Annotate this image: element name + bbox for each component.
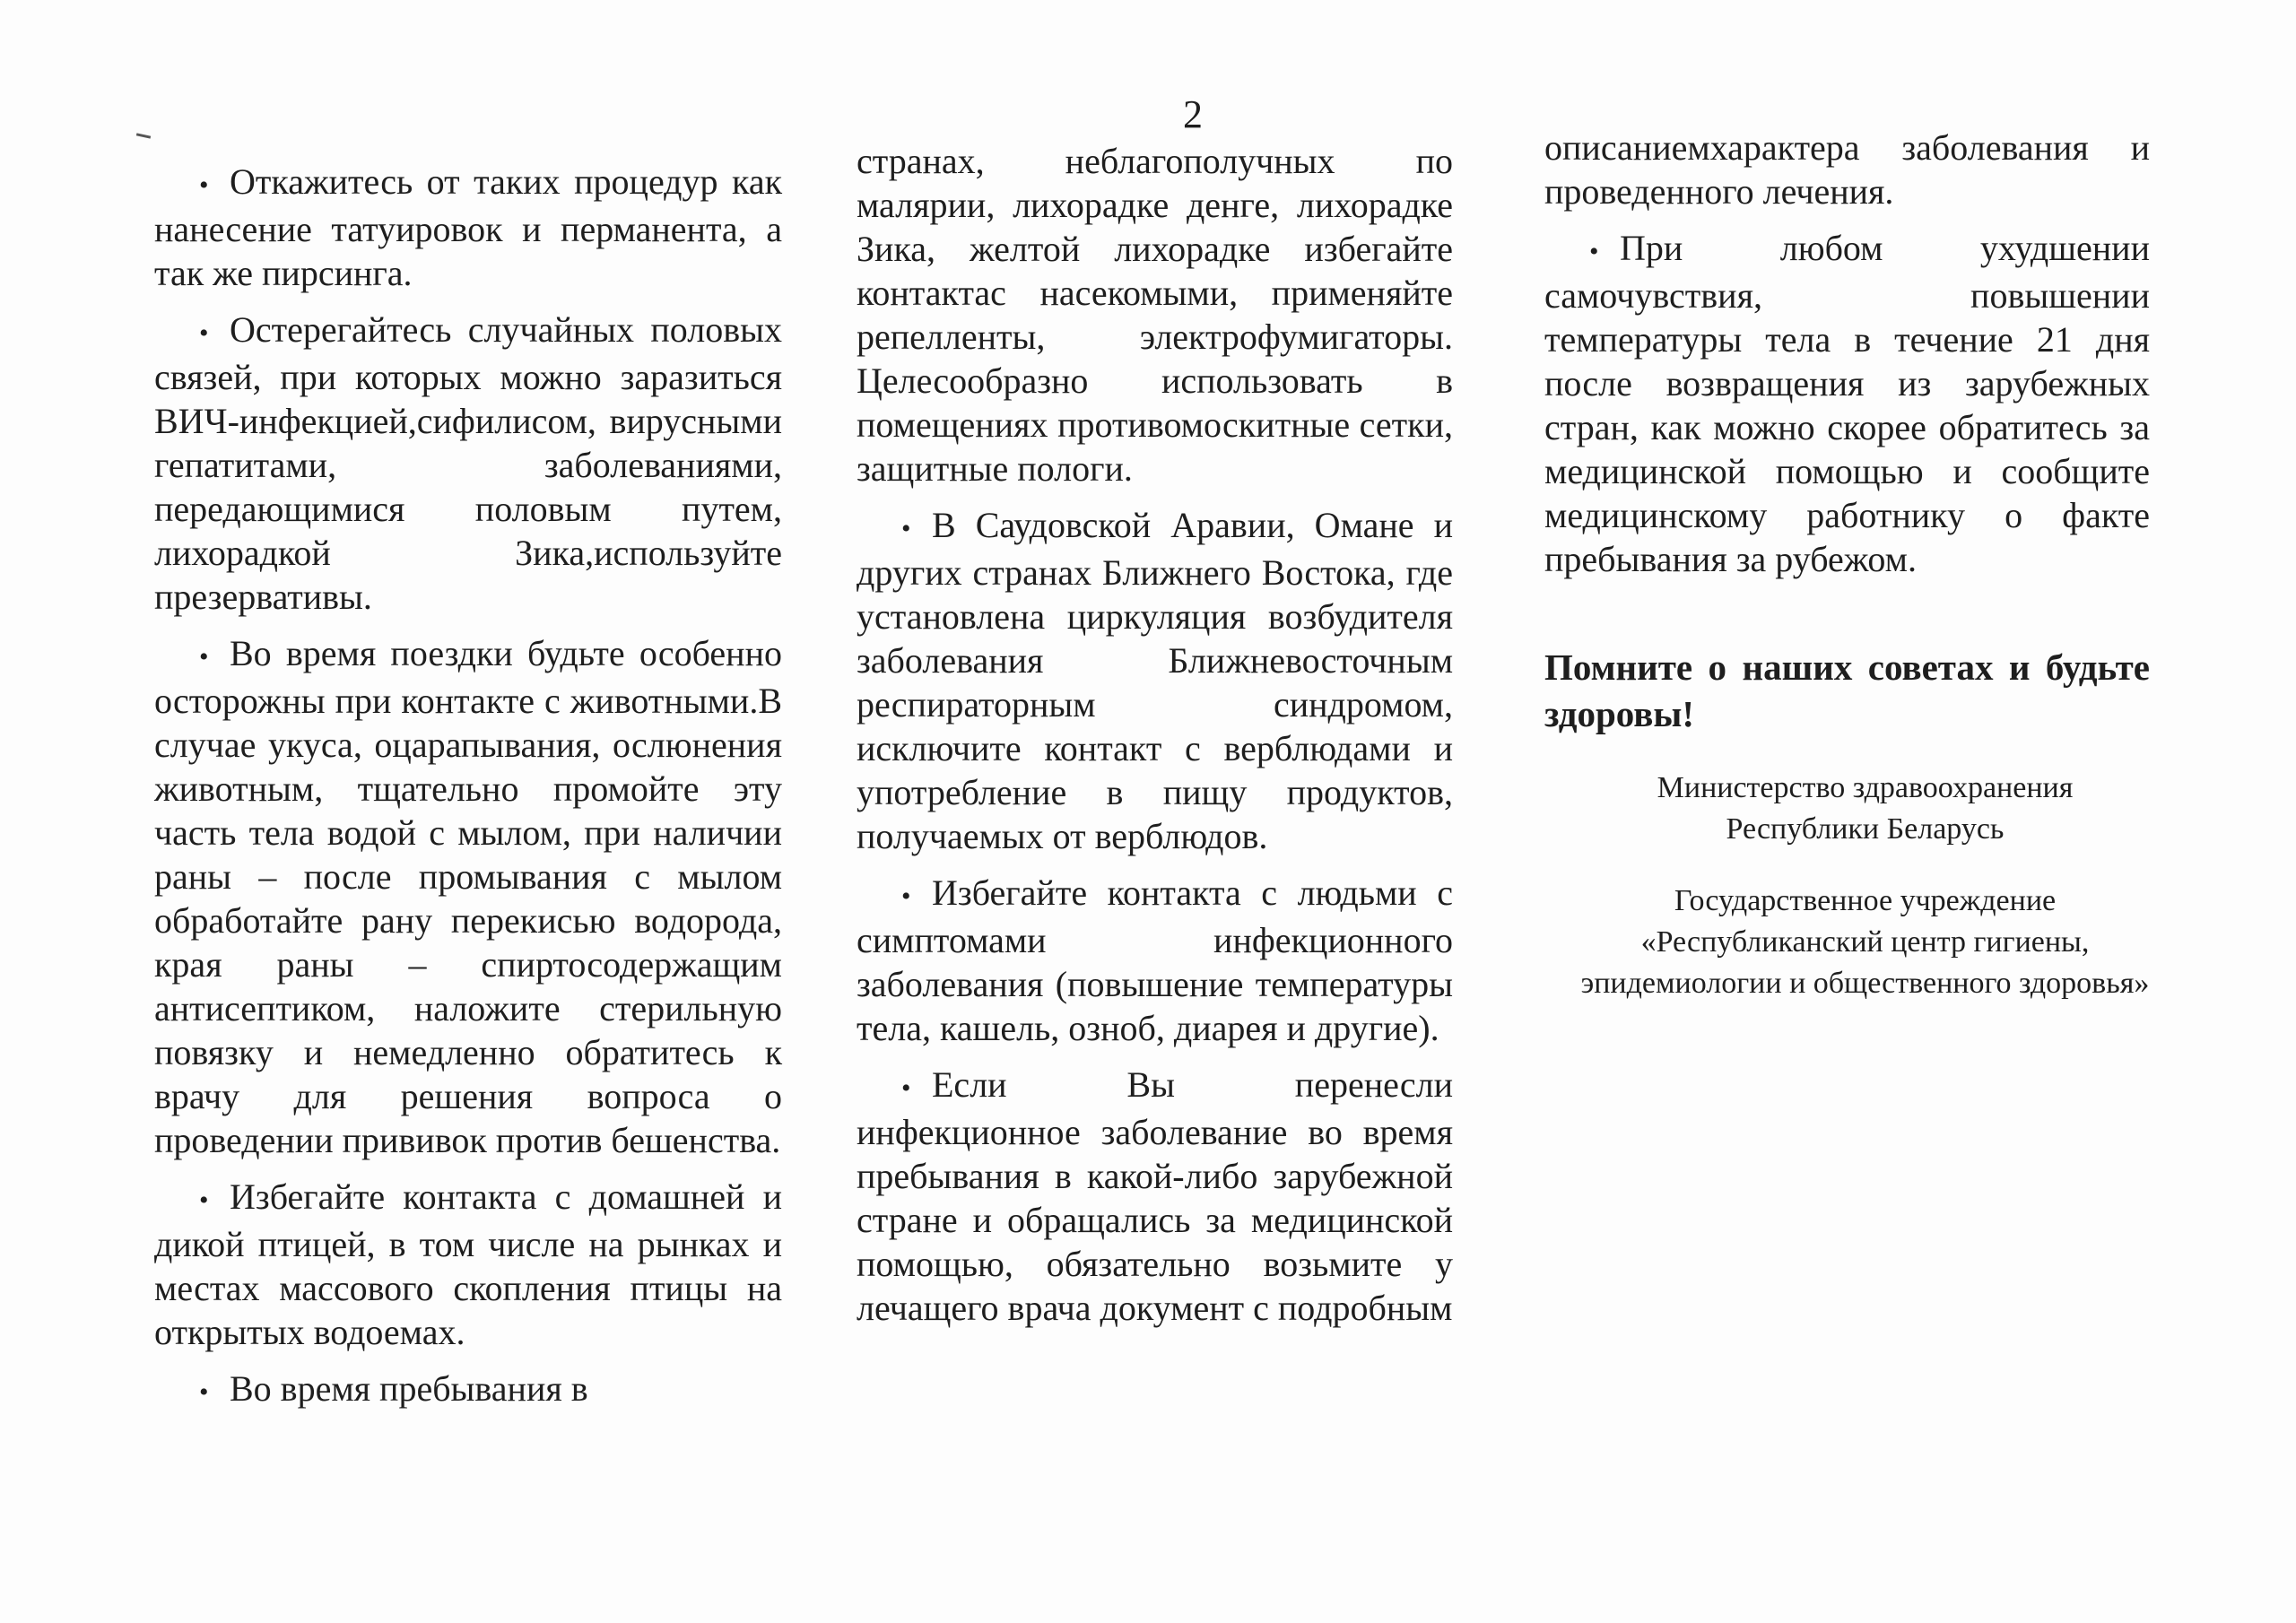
list-item <box>154 1175 782 1354</box>
continuation-paragraph: странах, неблагополучных по малярии, лихорадке денге, лихорадке Зика, желтой лихорадке избегайте контактас насекомыми, применяйте репелленты, электрофумигаторы. Целесообразно использовать в помещениях противомоскитные сетки, защитные пологи. <box>857 141 1453 489</box>
list-item <box>154 1367 782 1414</box>
ministry-signature <box>1544 768 2150 850</box>
middle-column <box>857 139 1453 1342</box>
bullet-icon: • <box>901 1073 911 1103</box>
list-item-text: Откажитесь от таких процедур как нанесение татуировок и перманента, а так же пирсинга. <box>154 161 782 293</box>
list-item <box>857 1063 1453 1330</box>
continuation-paragraph: описаниемхарактера заболевания и проведенного лечения. <box>1544 127 2150 212</box>
institution-signature <box>1544 881 2150 1004</box>
list-item-text: При любом ухудшении самочувствия, повышении температуры тела в течение 21 дня после возвращения из зарубежных стран, как можно скорее обратитесь за медицинской помощью и сообщите медицинскому работнику о факте пребывания за рубежом. <box>1544 228 2150 579</box>
bullet-icon: • <box>199 318 209 348</box>
page-number: 2 <box>1183 92 1203 136</box>
bullet-icon: • <box>199 642 209 672</box>
bullet-icon: • <box>199 1185 209 1215</box>
closing-message: Помните о наших советах и будьте здоровы! <box>1544 647 2150 734</box>
list-item <box>154 631 782 1162</box>
list-item <box>154 160 782 295</box>
list-item-text: Избегайте контакта с людьми с симптомами инфекционного заболевания (повышение температуры тела, кашель, озноб, диарея и другие). <box>857 872 1453 1048</box>
list-item <box>154 308 782 619</box>
ministry-line-1: Министерство здравоохранения <box>1657 771 2074 804</box>
list-item <box>857 503 1453 858</box>
list-item-text: Избегайте контакта с домашней и дикой птицей, в том числе на рынках и местах массового скопления птицы на открытых водоемах. <box>154 1176 782 1352</box>
list-item <box>1544 226 2150 581</box>
ministry-line-2: Республики Беларусь <box>1726 812 2005 846</box>
right-column <box>1544 126 2150 1017</box>
institution-line-1: Государственное учреждение <box>1674 884 2057 917</box>
bullet-icon: • <box>1589 237 1599 266</box>
list-item-text: Во время пребывания в <box>230 1368 588 1409</box>
list-item-text: В Саудовской Аравии, Омане и других странах Ближнего Востока, где установлена циркуляция возбудителя заболевания Ближневосточным респираторным синдромом, исключите контакт с верблюдами и употребление в пищу продуктов, получаемых от верблюдов. <box>857 505 1453 856</box>
list-item-text: Во время поездки будьте особенно осторожны при контакте с животными.В случае укуса, оцарапывания, ослюнения животным, тщательно промойте эту часть тела водой с мылом, при наличии раны – после промывания с мылом обработайте рану перекисью водорода, края раны – спиртосодержащим антисептиком, наложите стерильную повязку и немедленно обратитесь к врачу для решения вопроса о проведении прививок против бешенства. <box>154 633 782 1160</box>
list-item-text: Остерегайтесь случайных половых связей, при которых можно заразиться ВИЧ-инфекцией,сифилисом, вирусными гепатитами, заболеваниями, передающимися половым путем, лихорадкой Зика,используйте презервативы. <box>154 309 782 617</box>
scan-artifact-mark <box>136 133 151 138</box>
list-item <box>857 871 1453 1050</box>
institution-line-2: «Республиканский центр гигиены, <box>1640 925 2090 959</box>
bullet-icon: • <box>901 514 911 543</box>
list-item-text: Если Вы перенесли инфекционное заболевание во время пребывания в какой-либо зарубежной стране и обращались за медицинской помощью, обязательно возьмите у лечащего врача документ с подробным <box>857 1064 1453 1328</box>
bullet-icon: • <box>199 170 209 200</box>
bullet-icon: • <box>901 881 911 911</box>
bullet-icon: • <box>199 1377 209 1407</box>
left-column <box>154 160 782 1427</box>
institution-line-3: эпидемиологии и общественного здоровья» <box>1580 967 2150 1000</box>
